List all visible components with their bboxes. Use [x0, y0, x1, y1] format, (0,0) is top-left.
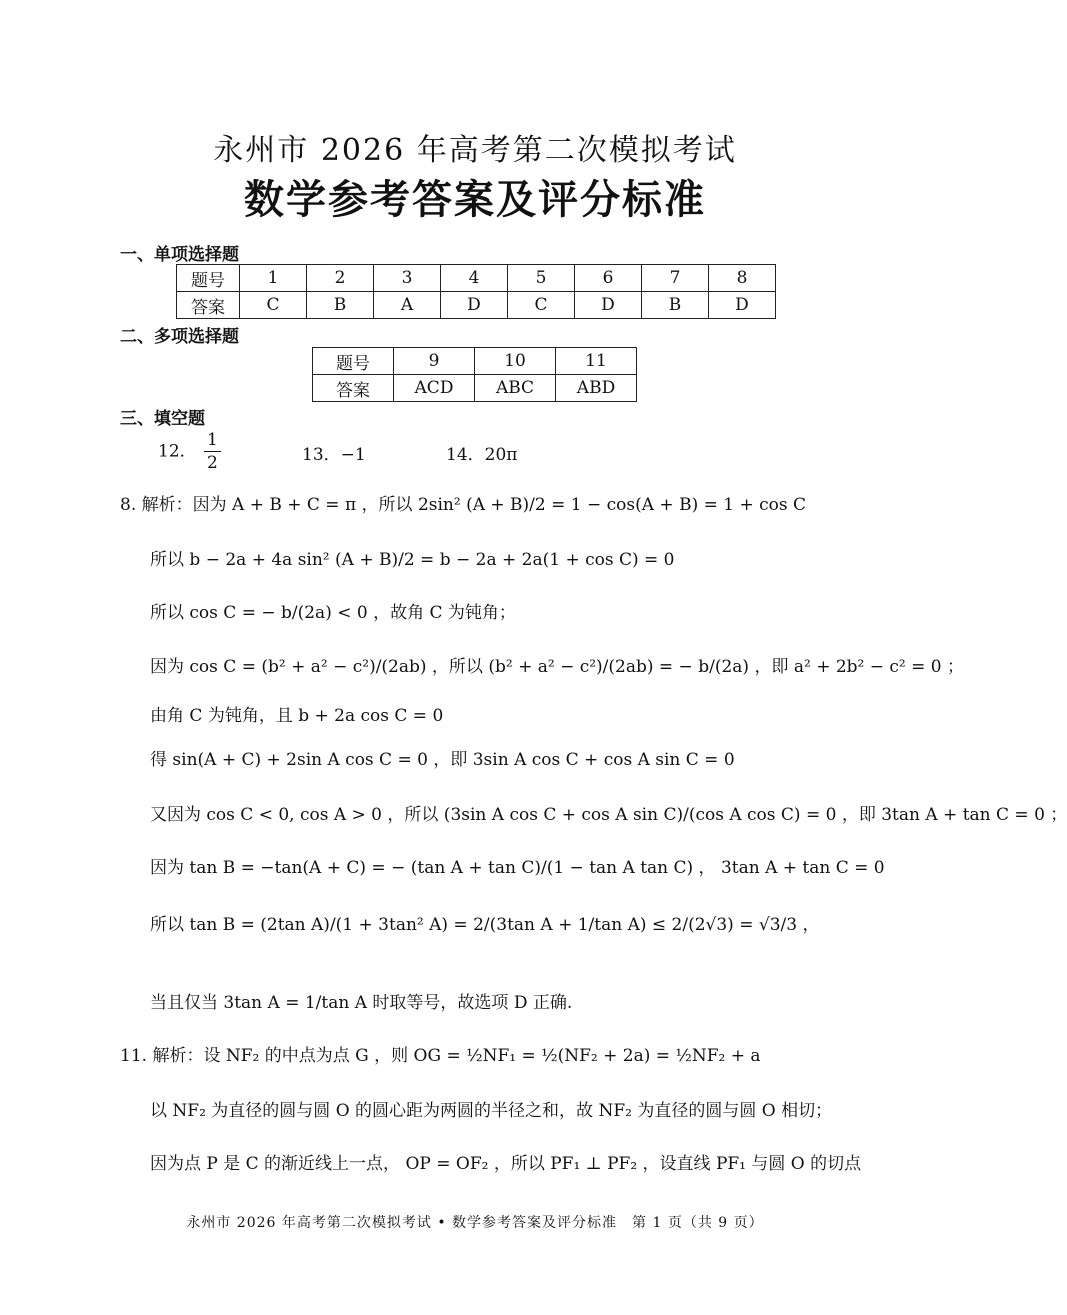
answer-14: 14．20π: [446, 445, 518, 465]
solution-8-line: 得 sin(A + C) + 2sin A cos C = 0 ，即 3sin A cos C + cos A sin C = 0: [150, 750, 735, 770]
table-row: [177, 292, 776, 319]
table-cell: 10: [475, 348, 556, 375]
multiple-choice-answer-table: [312, 347, 637, 402]
solution-11-line: 11. 解析：设 NF₂ 的中点为点 G ，则 OG = ½NF₁ = ½(NF₂ + 2a) = ½NF₂ + a: [120, 1046, 761, 1066]
row-label: 题号: [177, 265, 240, 292]
table-cell: D: [575, 292, 642, 319]
solution-8-line: 由角 C 为钝角，且 b + 2a cos C = 0: [150, 706, 444, 726]
table-cell: 6: [575, 265, 642, 292]
section-heading-multiple-choice: 二、多项选择题: [120, 327, 239, 347]
solution-8-line: 所以 b − 2a + 4a sin² (A + B)/2 = b − 2a + 2a(1 + cos C) = 0: [150, 550, 675, 570]
table-cell: ABD: [556, 375, 637, 402]
table-cell: ACD: [394, 375, 475, 402]
document-title: 数学参考答案及评分标准: [244, 177, 706, 223]
table-cell: 5: [508, 265, 575, 292]
table-cell: C: [508, 292, 575, 319]
table-cell: A: [374, 292, 441, 319]
answer-12: [158, 430, 223, 474]
table-cell: 8: [709, 265, 776, 292]
row-label: 答案: [313, 375, 394, 402]
solution-8-line: 又因为 cos C < 0, cos A > 0 ，所以 (3sin A cos C + cos A sin C)/(cos A cos C) = 0 ，即 3tan A + tan C = 0 ；: [150, 805, 1067, 825]
table-cell: 1: [240, 265, 307, 292]
table-cell: D: [441, 292, 508, 319]
question-number: 12．: [158, 441, 197, 462]
solution-11-line: 因为点 P 是 C 的渐近线上一点， OP = OF₂ ，所以 PF₁ ⊥ PF₂ ，设直线 PF₁ 与圆 O 的切点: [150, 1154, 862, 1174]
solution-11-line: 以 NF₂ 为直径的圆与圆 O 的圆心距为两圆的半径之和，故 NF₂ 为直径的圆与圆 O 相切；: [150, 1101, 833, 1121]
row-label: 答案: [177, 292, 240, 319]
table-cell: 11: [556, 348, 637, 375]
table-cell: C: [240, 292, 307, 319]
solution-8-line: 当且仅当 3tan A = 1/tan A 时取等号，故选项 D 正确.: [150, 993, 573, 1013]
page-footer: 永州市 2026 年高考第二次模拟考试 • 数学参考答案及评分标准 第 1 页（共 9 页）: [186, 1215, 764, 1231]
single-choice-answer-table: [176, 264, 776, 319]
table-cell: 7: [642, 265, 709, 292]
exam-title: 永州市 2026 年高考第二次模拟考试: [213, 133, 737, 168]
answer-13: 13．−1: [302, 445, 366, 465]
row-label: 题号: [313, 348, 394, 375]
solution-8-line: 因为 tan B = −tan(A + C) = − (tan A + tan C)/(1 − tan A tan C) ， 3tan A + tan C = 0: [150, 858, 885, 878]
table-cell: ABC: [475, 375, 556, 402]
table-row: [313, 348, 637, 375]
table-cell: 3: [374, 265, 441, 292]
fraction: [204, 430, 221, 474]
solution-8-line: 所以 cos C = − b/(2a) < 0 ，故角 C 为钝角；: [150, 603, 516, 623]
table-row: [177, 265, 776, 292]
section-heading-fill-in: 三、填空题: [120, 409, 205, 429]
table-cell: D: [709, 292, 776, 319]
table-row: [313, 375, 637, 402]
solution-8-line: 8. 解析：因为 A + B + C = π ，所以 2sin² (A + B)/2 = 1 − cos(A + B) = 1 + cos C: [120, 495, 807, 515]
solution-8-line: 所以 tan B = (2tan A)/(1 + 3tan² A) = 2/(3tan A + 1/tan A) ≤ 2/(2√3) = √3/3 ，: [150, 915, 820, 935]
table-cell: 2: [307, 265, 374, 292]
denominator: 2: [207, 453, 218, 474]
table-cell: B: [307, 292, 374, 319]
table-cell: 4: [441, 265, 508, 292]
table-cell: B: [642, 292, 709, 319]
solution-8-line: 因为 cos C = (b² + a² − c²)/(2ab) ，所以 (b² + a² − c²)/(2ab) = − b/(2a) ，即 a² + 2b² − c² = 0 ；: [150, 657, 965, 677]
section-heading-single-choice: 一、单项选择题: [120, 245, 239, 265]
numerator: 1: [204, 430, 221, 452]
table-cell: 9: [394, 348, 475, 375]
